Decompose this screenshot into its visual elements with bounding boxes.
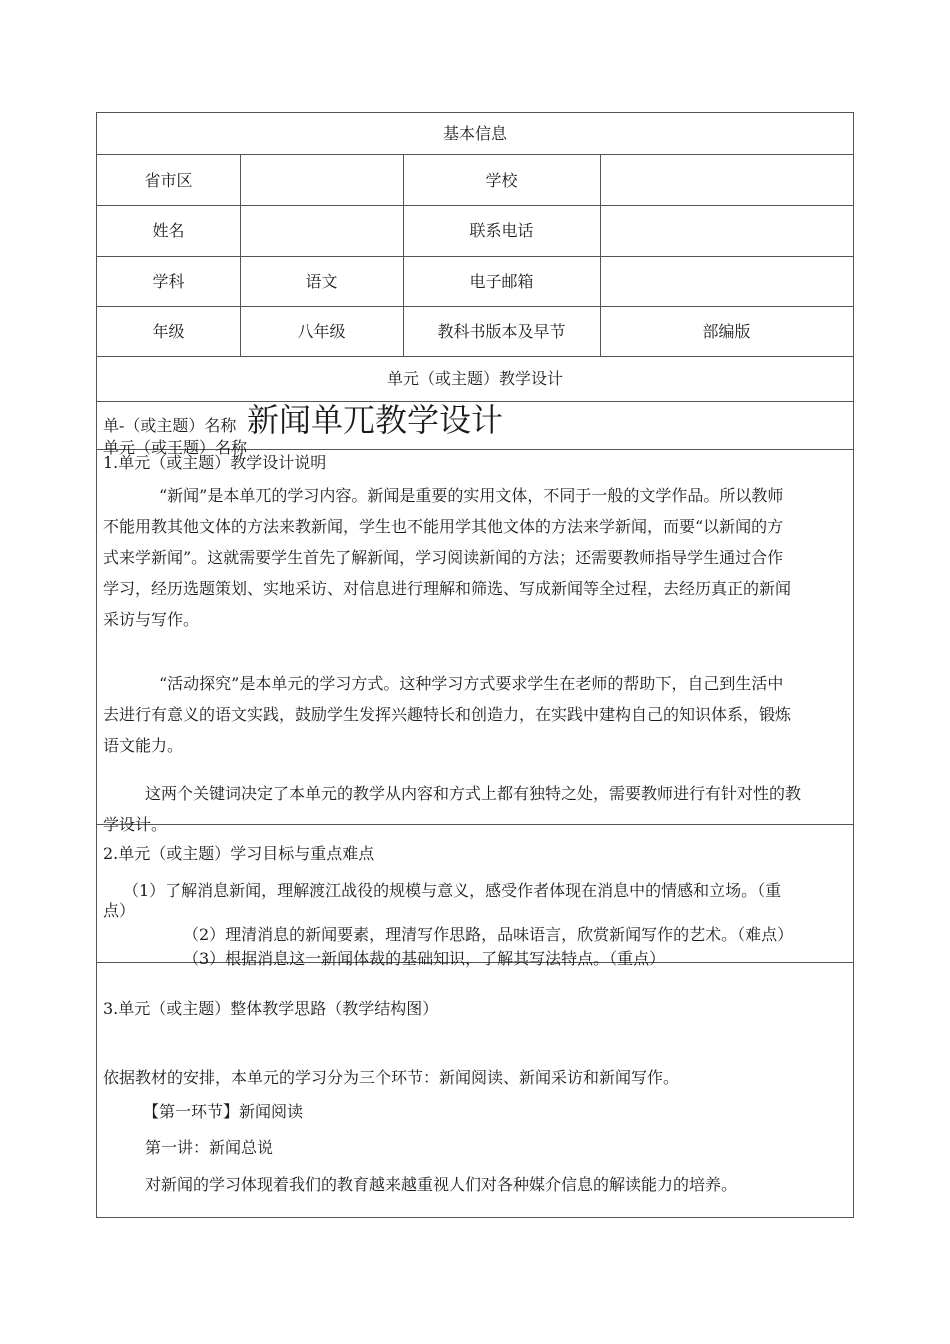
section1-paragraph-1: “新闻”是本单兀的学习内容。新闻是重要的实用文体，不同于一般的文学作品。所以教师 不能用教其他文体的方法来教新闻，学生也不能用学其他文体的方法来学新闻，而要“以新闻的方 式来学新闻”。这就需要学生首先了解新闻，学习阅读新闻的方法；还需要教师指导学生通过合作 学习，经历选题策划、实地采访、对信息进行理解和筛选、写成新闻等全过程，去经历真正的新闻 采访与写作。 bbox=[103, 486, 792, 629]
label-name: 姓名 bbox=[152, 221, 185, 240]
section1-body bbox=[103, 480, 847, 834]
label-school: 学校 bbox=[485, 171, 518, 190]
value-grade: 八年级 bbox=[297, 322, 346, 341]
label-phone: 联系电话 bbox=[469, 221, 534, 240]
goal-1-continued: 点） bbox=[103, 901, 136, 920]
section3-title: 3.单元（或主题）整体教学思路（教学结构图） bbox=[103, 999, 439, 1018]
divider bbox=[97, 205, 853, 206]
divider bbox=[97, 154, 853, 155]
label-subject: 学科 bbox=[152, 272, 185, 291]
section3-lecture: 第一讲：新闻总说 bbox=[145, 1138, 274, 1157]
unit-name-value: 新闻单兀教学设计 bbox=[247, 401, 504, 439]
value-textbook-edition: 部编版 bbox=[702, 322, 751, 341]
unit-design-header: 单元（或主题）教学设计 bbox=[386, 369, 563, 388]
section1-title: 1.单元（或主题）教学设计说明 bbox=[103, 453, 327, 472]
goal-1: （1）了解消息新闻，理解渡江战役的规模与意义，感受作者体现在消息中的情感和立场。（重 bbox=[123, 881, 782, 900]
unit-name-label-overlap: 单元（或王题）名称 bbox=[103, 438, 248, 457]
label-textbook-edition: 教科书版本及早节 bbox=[437, 322, 566, 341]
section1-paragraph-2: “活动探究”是本单元的学习方式。这种学习方式要求学生在老师的帮助下，自己到生活中 去进行有意义的语文实践，鼓励学生发挥兴趣特长和创造力，在实践中建构自己的知识体系，锻炼 语文能力。 bbox=[103, 674, 792, 755]
value-subject: 语文 bbox=[305, 272, 338, 291]
basic-info-header: 基本信息 bbox=[442, 124, 507, 143]
unit-name-row bbox=[103, 401, 843, 457]
divider bbox=[97, 256, 853, 257]
section3-phase: 【第一环节】新闻阅读 bbox=[143, 1102, 304, 1121]
lesson-plan-table bbox=[96, 112, 854, 1218]
label-grade: 年级 bbox=[152, 322, 185, 341]
section2-title: 2.单元（或主题）学习目标与重点难点 bbox=[103, 844, 375, 863]
label-email: 电子邮箱 bbox=[469, 272, 534, 291]
goal-3: （3）根据消息这一新闻体裁的基础知识，了解其写法特点。（重点） bbox=[183, 949, 666, 968]
goal-2: （2）理清消息的新闻要素，理清写作思路，品味语言，欣赏新闻写作的艺术。（难点） bbox=[183, 925, 794, 944]
section1-paragraph-3: 这两个关键词决定了本单元的教学从内容和方式上都有独特之处，需要教师进行有针对性的教 学设计。 bbox=[103, 784, 802, 834]
label-region: 省市区 bbox=[144, 171, 193, 190]
divider bbox=[97, 306, 853, 307]
section3-intro: 依据教材的安排，本单元的学习分为三个环节：新闻阅读、新闻采访和新闻写作。 bbox=[103, 1068, 680, 1087]
section3-body: 对新闻的学习体现着我们的教育越来越重视人们对各种媒介信息的解读能力的培养。 bbox=[145, 1175, 738, 1194]
unit-name-label: 单-（或主题）名称 bbox=[103, 416, 237, 435]
divider bbox=[97, 356, 853, 357]
